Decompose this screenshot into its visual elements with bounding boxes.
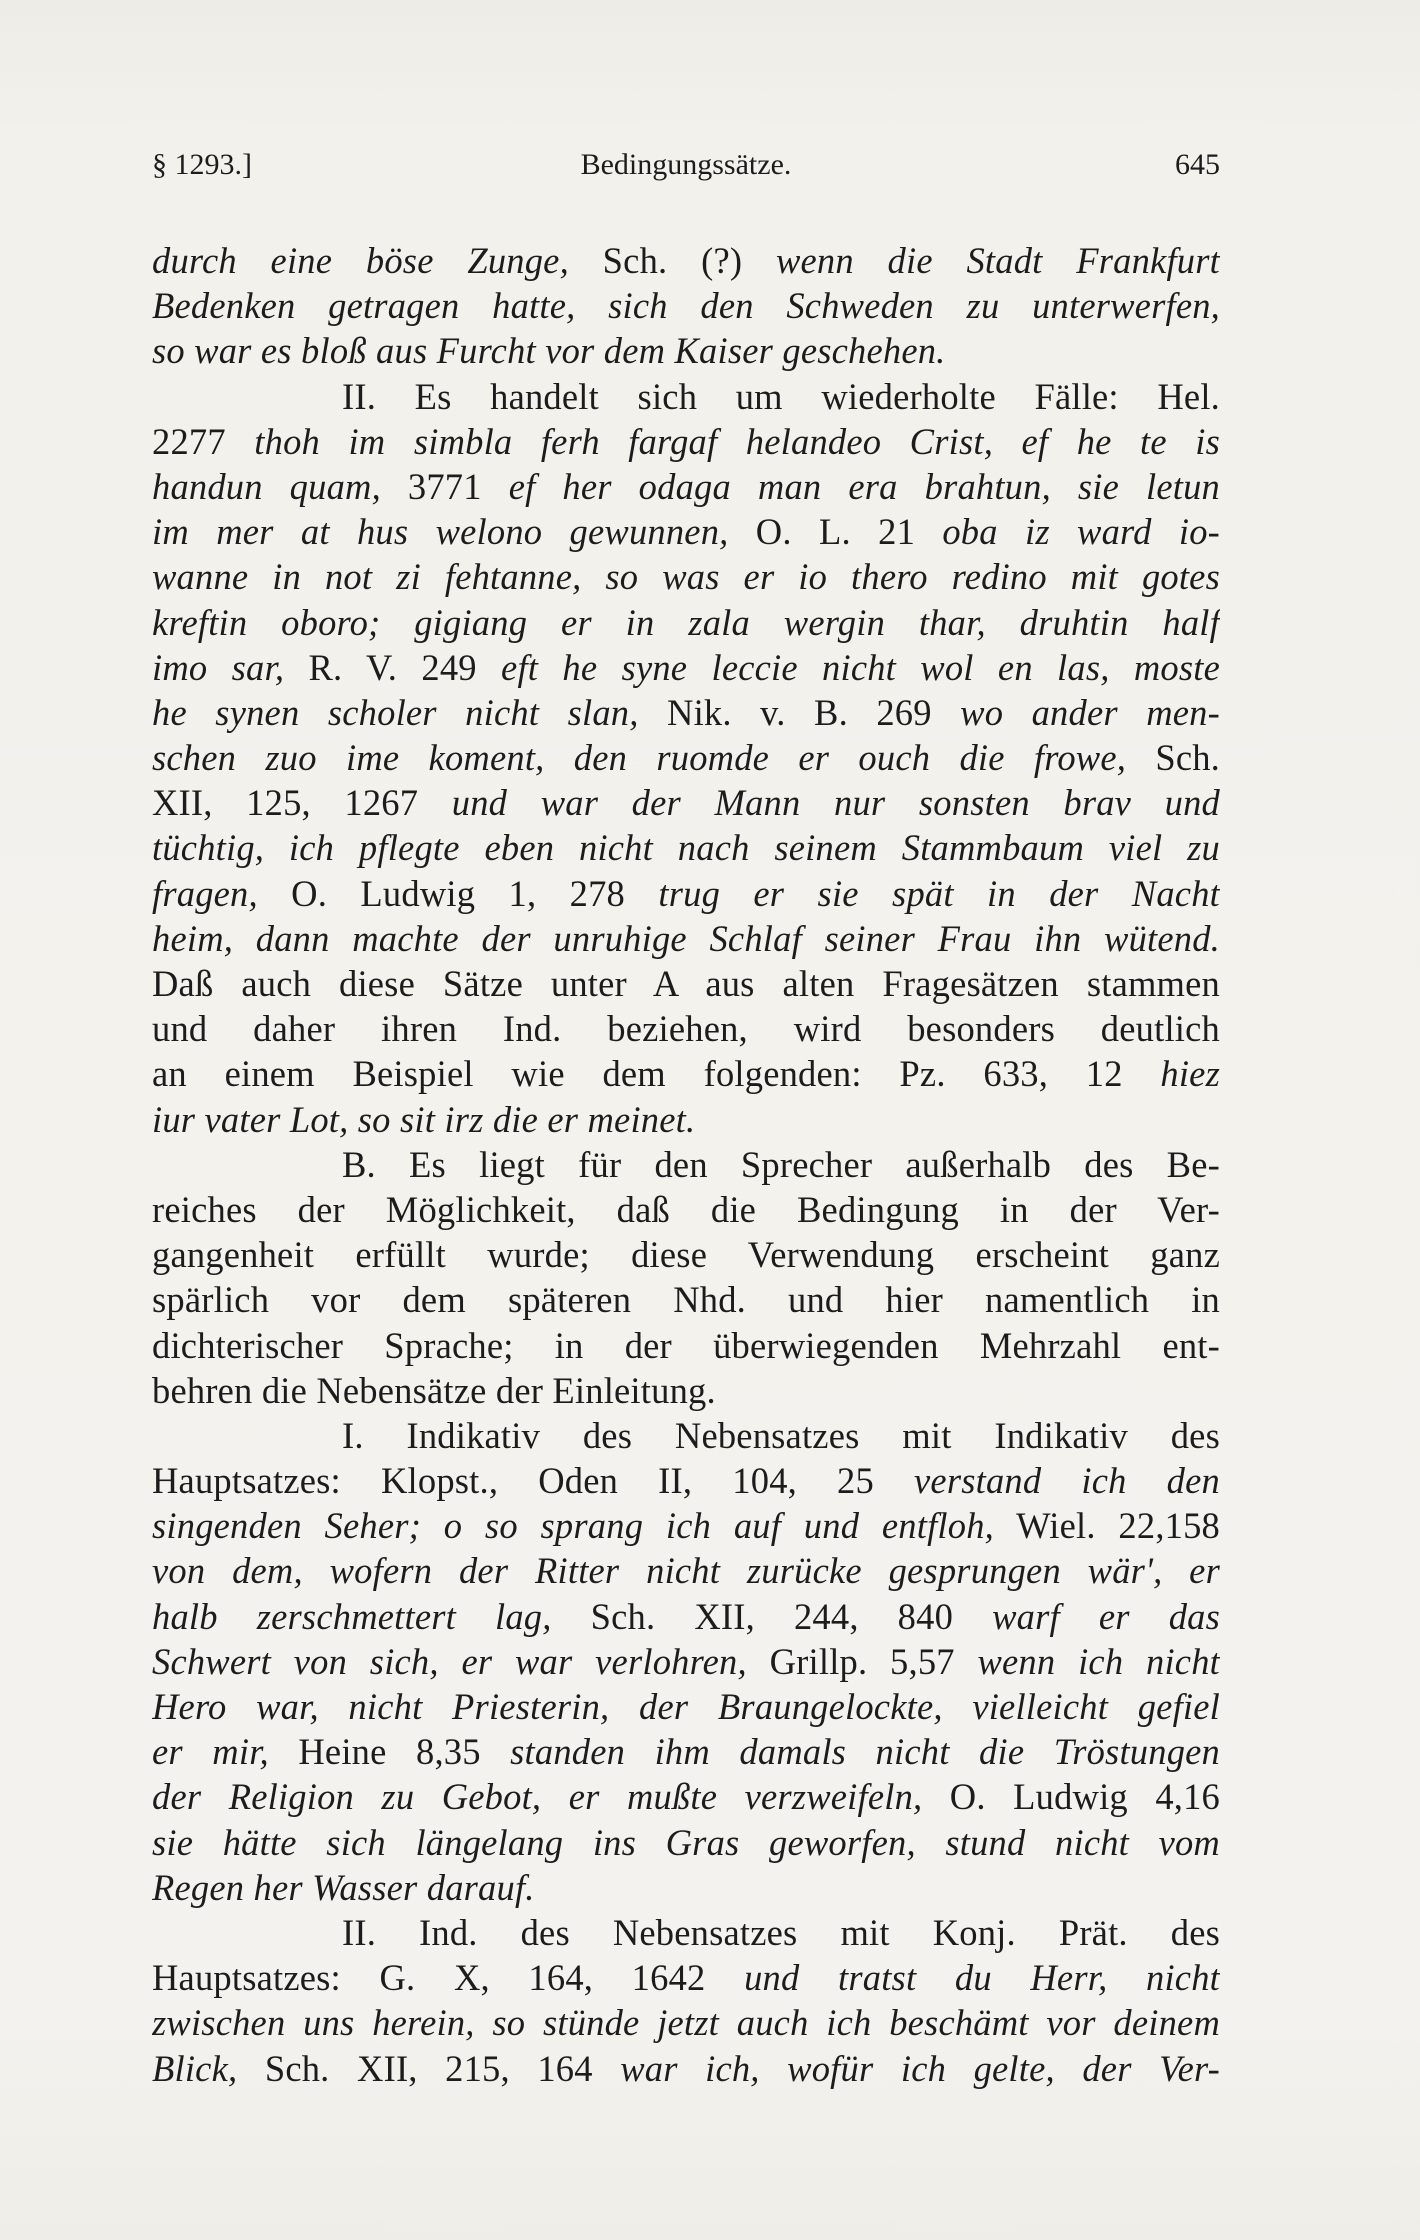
text-line — [152, 1006, 1220, 1051]
running-header — [152, 148, 1220, 188]
italic-text: Regen her Wasser darauf. — [152, 1866, 535, 1908]
italic-text: sie hätte sich längelang ins Gras geworfen, stund nicht vom — [152, 1821, 1220, 1863]
roman-text: Daß auch diese Sätze unter A aus alten Fragesätzen stammen — [152, 963, 1220, 1004]
italic-text: und tratst du Herr, nicht — [744, 1957, 1220, 1999]
italic-text: eft he syne leccie nicht wol en las, moste — [501, 646, 1220, 688]
text-line — [152, 1955, 1220, 2000]
italic-text: iur vater Lot, so sit irz die er meinet. — [152, 1098, 696, 1140]
roman-text: an einem Beispiel wie dem folgenden: Pz. 633, 12 — [152, 1053, 1161, 1095]
text-line — [152, 1865, 1220, 1910]
italic-text: standen ihm damals nicht die Tröstungen — [510, 1731, 1220, 1773]
italic-text: wo ander men- — [960, 691, 1220, 733]
italic-text: der Religion zu Gebot, er mußte verzweifeln, — [152, 1776, 923, 1818]
text-line — [152, 509, 1220, 554]
text-line — [152, 1097, 1220, 1142]
text-line — [152, 1729, 1220, 1774]
roman-text: behren die Nebensätze der Einleitung. — [152, 1369, 716, 1411]
text-line — [152, 328, 1220, 373]
italic-text: fragen, — [152, 872, 258, 914]
text-line — [152, 238, 1220, 283]
text-line — [152, 283, 1220, 328]
italic-text: he synen scholer nicht slan, — [152, 691, 639, 733]
text-line — [152, 690, 1220, 735]
italic-text: Schwert von sich, er war verlohren, — [152, 1640, 747, 1682]
text-line — [152, 1323, 1220, 1368]
text-line — [152, 1187, 1220, 1232]
italic-text: Blick, — [152, 2047, 238, 2089]
italic-text: war ich, wofür ich gelte, der Ver- — [620, 2047, 1220, 2089]
italic-text: Bedenken getragen hatte, sich den Schweden zu unterwerfen, — [152, 285, 1220, 327]
italic-text: von dem, wofern der Ritter nicht zurücke gesprungen wär', er — [152, 1550, 1220, 1592]
roman-text: Sch. (?) — [568, 240, 776, 281]
text-line — [152, 374, 1220, 419]
text-line — [152, 1594, 1220, 1639]
italic-text: oba iz ward io- — [942, 511, 1220, 553]
italic-text: hiez — [1160, 1053, 1220, 1095]
body-text — [152, 238, 1220, 2091]
text-line — [152, 2046, 1220, 2091]
italic-text: thoh im simbla ferh fargaf helandeo Crist, ef he te is — [254, 420, 1220, 462]
roman-text: und daher ihren Ind. beziehen, wird besonders deutlich — [152, 1008, 1220, 1050]
text-line — [152, 735, 1220, 780]
text-line — [152, 1277, 1220, 1322]
italic-text: verstand ich den — [914, 1460, 1220, 1502]
text-line — [152, 1684, 1220, 1729]
roman-text: Grillp. 5,57 — [746, 1640, 978, 1682]
roman-text: 2277 — [152, 420, 255, 462]
roman-text: O. Ludwig 1, 278 — [257, 872, 659, 914]
roman-text: XII, 125, 1267 — [152, 782, 452, 824]
italic-text: imo sar, — [152, 646, 285, 688]
italic-text: und war der Mann nur sonsten brav und — [451, 782, 1220, 824]
roman-text: Sch. XII, 244, 840 — [551, 1595, 993, 1637]
text-line — [152, 1503, 1220, 1548]
italic-text: halb zerschmettert lag, — [152, 1595, 552, 1637]
text-line — [152, 780, 1220, 825]
italic-text: handun quam, — [152, 465, 381, 507]
italic-text: kreftin oboro; gigiang er in zala wergin thar, druhtin half — [152, 601, 1220, 643]
text-line — [152, 645, 1220, 690]
roman-text: gangenheit erfüllt wurde; diese Verwendung erscheint ganz — [152, 1234, 1220, 1276]
italic-text: wenn die Stadt Frankfurt — [775, 240, 1220, 281]
running-title: Bedingungssätze. — [580, 148, 792, 181]
italic-text: singenden Seher; o so sprang ich auf und entfloh, — [152, 1505, 994, 1547]
text-line — [152, 1458, 1220, 1503]
text-line — [152, 1639, 1220, 1684]
italic-text: schen zuo ime koment, den ruomde er ouch die frowe, — [152, 737, 1127, 779]
italic-text: im mer at hus welono gewunnen, — [152, 511, 729, 553]
roman-text: O. L. 21 — [728, 511, 943, 553]
italic-text: ef her odaga man era brahtun, sie letun — [508, 465, 1220, 507]
roman-text: II. Ind. des Nebensatzes mit Konj. Prät. des — [342, 1911, 1220, 1953]
text-line — [152, 1548, 1220, 1593]
text-line — [152, 554, 1220, 599]
italic-text: tüchtig, ich pflegte eben nicht nach seinem Stammbaum viel zu — [152, 827, 1220, 869]
text-line — [152, 916, 1220, 961]
roman-text: I. Indikativ des Nebensatzes mit Indikativ des — [342, 1414, 1220, 1456]
text-line — [152, 1232, 1220, 1277]
text-line — [152, 1142, 1220, 1187]
text-line — [152, 1368, 1220, 1413]
section-number: § 1293.] — [152, 148, 252, 181]
roman-text: Heine 8,35 — [268, 1731, 511, 1773]
roman-text: 3771 — [380, 465, 509, 507]
italic-text: so war es bloß aus Furcht vor dem Kaiser geschehen. — [152, 330, 946, 372]
italic-text: warf er das — [992, 1595, 1220, 1637]
roman-text: reiches der Möglichkeit, daß die Bedingung in der Ver- — [152, 1188, 1220, 1230]
italic-text: wanne in not zi fehtanne, so was er io thero redino mit gotes — [152, 556, 1220, 598]
text-line — [152, 1413, 1220, 1458]
italic-text: wenn ich nicht — [977, 1640, 1220, 1682]
text-line — [152, 2000, 1220, 2045]
roman-text: II. Es handelt sich um wiederholte Fälle: Hel. — [342, 375, 1220, 417]
italic-text: zwischen uns herein, so stünde jetzt auch ich beschämt vor deinem — [152, 2002, 1220, 2044]
text-line — [152, 1910, 1220, 1955]
roman-text: Hauptsatzes: G. X, 164, 1642 — [152, 1957, 745, 1999]
roman-text: spärlich vor dem späteren Nhd. und hier namentlich in — [152, 1279, 1220, 1321]
italic-text: heim, dann machte der unruhige Schlaf seiner Frau ihn wütend. — [152, 917, 1220, 959]
italic-text: trug er sie spät in der Nacht — [658, 872, 1220, 914]
roman-text: dichterischer Sprache; in der überwiegenden Mehrzahl ent- — [152, 1324, 1220, 1366]
roman-text: Sch. — [1126, 737, 1220, 779]
roman-text: Wiel. 22,158 — [994, 1505, 1220, 1547]
text-line — [152, 961, 1220, 1006]
text-line — [152, 464, 1220, 509]
italic-text: Hero war, nicht Priesterin, der Braungelockte, vielleicht gefiel — [152, 1686, 1220, 1727]
text-line — [152, 600, 1220, 645]
roman-text: O. Ludwig 4,16 — [922, 1776, 1220, 1818]
text-line — [152, 419, 1220, 464]
text-line — [152, 1051, 1220, 1096]
roman-text: Hauptsatzes: Klopst., Oden II, 104, 25 — [152, 1460, 915, 1502]
text-line — [152, 1774, 1220, 1819]
text-line — [152, 871, 1220, 916]
text-line — [152, 825, 1220, 870]
page-number: 645 — [1175, 148, 1220, 181]
roman-text: B. Es liegt für den Sprecher außerhalb des Be- — [342, 1143, 1220, 1185]
roman-text: Sch. XII, 215, 164 — [237, 2047, 621, 2089]
italic-text: er mir, — [152, 1731, 269, 1773]
text-line — [152, 1820, 1220, 1865]
roman-text: Nik. v. B. 269 — [638, 691, 961, 733]
italic-text: durch eine böse Zunge, — [152, 240, 569, 281]
roman-text: R. V. 249 — [284, 646, 502, 688]
